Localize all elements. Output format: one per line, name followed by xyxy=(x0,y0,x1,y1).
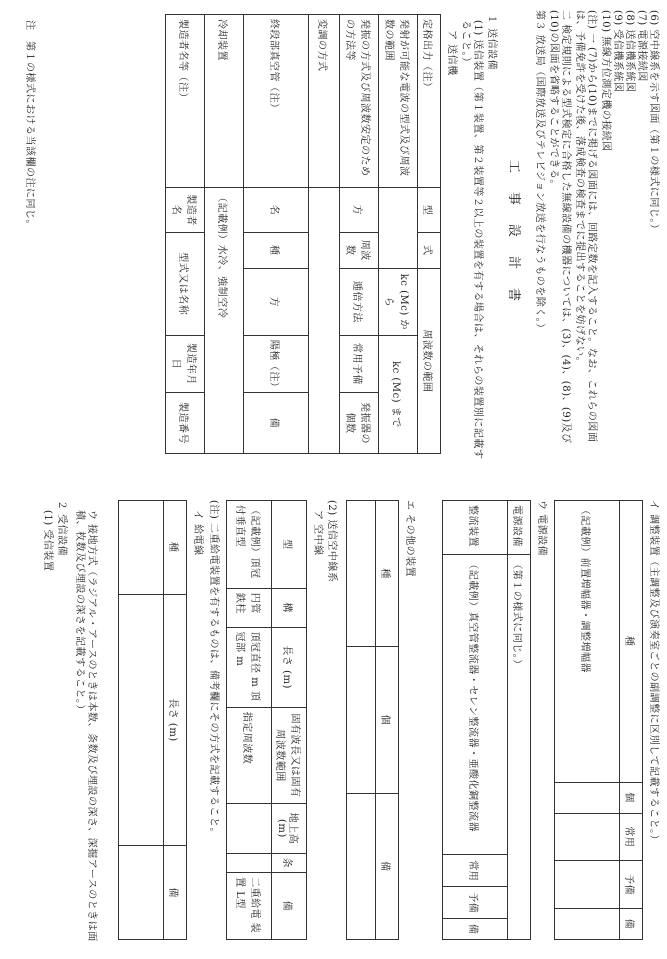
cell-frequency: 周波数 xyxy=(340,232,379,268)
a-count: 条 xyxy=(272,853,307,873)
cell-regular-spare: 常用予備 xyxy=(340,335,379,392)
item-9: (9) 受信機系統図 xyxy=(612,10,623,93)
cell-rated-output: 定格出力（注） xyxy=(418,15,441,188)
r-remarks: 備 xyxy=(443,919,508,940)
f-remarks: 備 xyxy=(164,846,187,940)
item-10: (10) 無線方位測定機の接続図 xyxy=(600,10,611,152)
adjust-table xyxy=(554,500,643,940)
cell-modulation: 変調の方式 xyxy=(309,15,340,188)
section-other: エ その他の装置 xyxy=(404,500,415,578)
section-antenna-a: ア 空中線 xyxy=(312,510,323,556)
h-regular: 常用 xyxy=(620,813,643,861)
h-count: 個 xyxy=(620,782,643,813)
rectifier-example: （記載例）真空管整流器・セレン整流器・亜酸化銅整流器 xyxy=(443,555,508,855)
cell-multiplication: 逓倍方法 xyxy=(340,268,379,335)
other-table xyxy=(346,500,399,940)
section-receive: ２ 受信設備 xyxy=(56,500,67,557)
cell-freq-range: 周波数の範囲 xyxy=(418,268,441,453)
o-count: 個 xyxy=(376,647,399,793)
a-config: 構 xyxy=(272,588,307,627)
h-remarks: 備 xyxy=(620,908,643,939)
cell-cooling: 冷却装置 xyxy=(205,15,244,188)
power-same: （第１の様式に同じ。） xyxy=(508,555,531,940)
a-ex-freq: 指定周波数 xyxy=(227,707,272,804)
cell-emission-type: 発射が可能な電波の型式及び周波数の範囲 xyxy=(379,15,418,188)
power-table xyxy=(442,500,531,940)
a-ex-remarks: 二重給電 装置 L型 xyxy=(227,873,272,940)
section-feeder: イ 給電線 xyxy=(192,510,203,556)
power-facility: 電源設備 xyxy=(508,501,531,555)
document-title: 工 事 設 計 書 xyxy=(506,160,521,305)
cell-oscillator-count: 発振器の個数 xyxy=(340,392,379,453)
antenna-table xyxy=(226,500,307,940)
top-item-list xyxy=(599,10,659,234)
transmitter-table xyxy=(165,14,441,454)
cell-type: 型 xyxy=(418,188,441,232)
section-1-1: (1) 送信装置（第１装置、第２装置等２以上の装置を有する場合は、それらの装置別に記載すること。） xyxy=(460,20,483,460)
r-spare: 予備 xyxy=(443,887,508,919)
section-adjust: イ 調整装置（主調整及び演奏室ごとの副調整に区別して記載すること。） xyxy=(648,500,659,846)
a-length: 長さ (m) xyxy=(272,627,307,707)
cell-remarks: 備 xyxy=(244,392,309,453)
cell-from: kc (Mc) から xyxy=(379,268,418,335)
cell-final-tube: 終段部真空管（注） xyxy=(244,15,309,188)
adjust-example: （記載例）前置増幅器・調整増幅器 xyxy=(555,501,620,783)
h-kind: 種 xyxy=(620,501,643,783)
feeder-table xyxy=(118,500,187,940)
note-a: (注) 一 (7)から(10)までに掲げる図面には、回路定数を記入すること。なお、これらの図面は、予備免許を受けた後、落成検査の検査までに提出することを妨げない。 xyxy=(574,10,597,443)
section-1: １ 送信設備 xyxy=(486,14,497,71)
a-ex-length: 頂冠直径 m 頂冠部 m xyxy=(227,627,272,707)
cell-date: 製造年月日 xyxy=(166,335,205,392)
a-type: 型 xyxy=(272,501,307,589)
f-length: 長さ (m) xyxy=(164,594,187,846)
cell-kind: 種 xyxy=(244,232,309,268)
a-remarks: 備 xyxy=(272,873,307,940)
cell-style: 式 xyxy=(418,232,441,268)
cell-method: 方 xyxy=(340,188,379,232)
section-3-heading: 第３ 放送局（国際放送及びテレビジョン放送を行なうものを除く。） xyxy=(534,10,545,334)
item-6: (6) 空中線系を示す図面（第１の様式に同じ。） xyxy=(648,10,659,235)
section-power: ウ 電源設備 xyxy=(536,500,547,557)
o-remarks: 備 xyxy=(376,793,399,939)
rectifier: 整流装置 xyxy=(443,501,508,555)
note-2: (注) 二重給電装置を有するものは、備考欄にその方式を記載すること。 xyxy=(208,500,219,838)
section-1-1-a: ア 送信機 xyxy=(446,30,457,76)
cell-anode: 陽極（注） xyxy=(244,335,309,392)
cell-serial: 製造番号 xyxy=(166,392,205,453)
cell-oscillation: 発振の方式及び周波数安定のための方法等 xyxy=(340,15,379,188)
note-1: 注 第１の様式における当該欄の注に同じ。 xyxy=(24,20,35,230)
a-ex-type: （記載例）頂冠付垂直型 xyxy=(227,501,272,589)
cell-name: 名 xyxy=(244,188,309,232)
cell-cooling-example: （記載例）水冷、強制空冷 xyxy=(205,188,244,454)
r-regular: 常用 xyxy=(443,855,508,887)
item-8: (8) 送信機系統図 xyxy=(624,10,635,93)
a-height: 地上高 (m) xyxy=(272,804,307,853)
item-7: (7) 電源接続図 xyxy=(636,10,647,82)
a-ex-config: 円管鉄柱 xyxy=(227,588,272,627)
section-antenna: (2) 送信空中線系 xyxy=(326,500,337,583)
a-wavelength: 固有波長又は固有周波数範囲 xyxy=(272,707,307,804)
f-kind: 種 xyxy=(164,501,187,595)
o-kind: 種 xyxy=(376,501,399,647)
note-b: 二 検定規則による型式検定に合格した無線設備の機器については、(3)、(4)、(8)、(9)及び(10)の図面を省略することができる。 xyxy=(548,10,571,444)
cell-manufacturer: 製造者名等（注） xyxy=(166,15,205,188)
cell-maker-name: 製造者名 xyxy=(166,188,205,232)
cell-to: kc (Mc) まで xyxy=(379,335,418,453)
cell-model: 型式又は名称 xyxy=(166,232,205,335)
section-receive-1: (1) 受信装置 xyxy=(42,510,53,572)
cell-method2: 方 xyxy=(244,268,309,335)
section-ground: ウ 接地方式（ラジアル・アースのときは本数、条数及び埋設の深さ、深掘アースのときは面積、枚数及び埋設の深さを記載すること。） xyxy=(74,510,97,942)
h-spare: 予備 xyxy=(620,861,643,909)
